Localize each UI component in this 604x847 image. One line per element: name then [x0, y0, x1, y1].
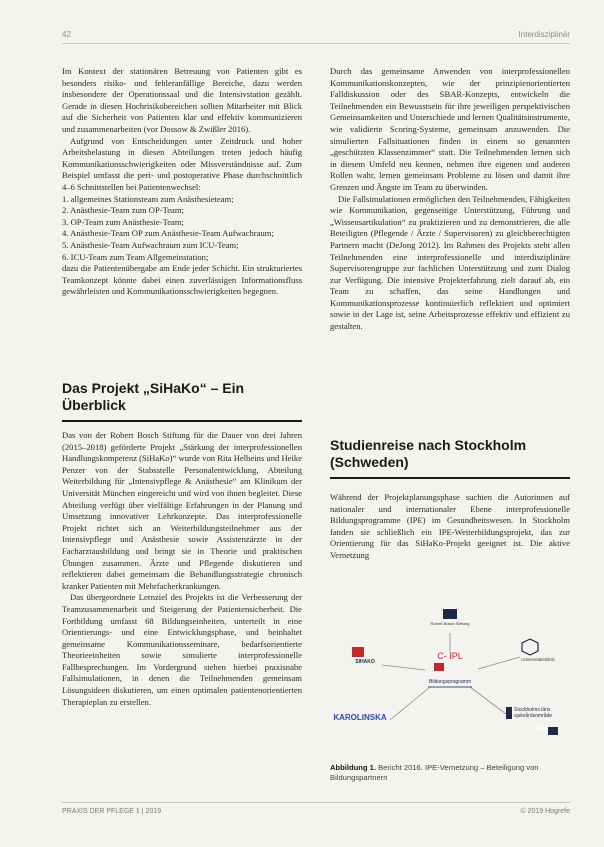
- paragraph: Das von der Robert Bosch Stiftung für die Dauer von drei Jahren (2015–2018) geförderte Projekt „Stärkung der interprofessionellen Handlungskompetenz (SiHaKo)“ wurde von Rita Helbeins und Heike Penzer von der Stabsstelle Personalentwicklung, Abteilung Weiterbildung für „Intensivpflege & Anästhesie“ am Klinikum der Universität München eingereicht und wird von ihnen begleitet. Diese Abteilung verfügt über vielfältige Erfahrungen in der Planung und Umsetzung innovativer Lehrkonzepte. Das interprofessionelle Projekt richtet sich an Weiterbildungsteilnehmer aus der Intensivpflege und Anästhesie sowie Assistenzärzte in der Facharztausbildung und bringt sie in Theorie und praktischen Übungen zusammen. Ärzte und Pflegende diskutieren und reflektieren dabei gemeinsam die Behandlungsstrategie chronisch kranker Patienten mit Mehrfacherkrankungen.: [62, 430, 302, 591]
- heading-rule: [62, 420, 302, 422]
- paragraph: Durch das gemeinsame Anwenden von interprofessionellen Kommunikationskonzepten, wie der prinzipienorientierten Falldiskussion oder des SBAR-Konzepts, entwickeln die Teilnehmenden ein Bewusstsein für ihre jeweiligen perspektivischen Gemeinsamkeiten und Unterschiede und lernen Qualitätsinstrumente, wie validierte Scoring-Systeme, gemeinsam anzuwenden. Die simulierten Fallsituationen finden in einem so genannten „geschützten Klassenzimmer“ statt. Die Teilnehmenden lernen sich in diesem Umfeld neu kennen, nehmen ihre eigenen und anderen Rollen wahr, lernen gemeinsam Probleme zu lösen und damit ihre Grenzen und Ängste im Team zu überwinden.: [330, 66, 570, 192]
- university-logo-icon: [522, 639, 538, 655]
- heading-text: Das Projekt „SiHaKo“ – Ein Überblick: [62, 380, 245, 413]
- section-heading-stockholm: [330, 437, 570, 479]
- node-karolinska-label: KAROLINSKA: [333, 713, 387, 722]
- corner-sos-logo-icon: [548, 727, 558, 735]
- heading-rule: [330, 477, 570, 479]
- running-header: Interdisziplinär: [518, 30, 570, 39]
- list-item: 3. OP-Team zum Anästhesie-Team;: [62, 216, 184, 227]
- paragraph: Im Kontext der stationären Betreuung von Patienten gibt es besonders risiko- und fehleranfällige Bereiche, dazu werden insbesondere der Operationssaal und die Intensivstation gezählt. Gerade in diesen Hochrisikobereichen sollten Mitarbeiter mit Blick auf die Sicherheit von Patienten klar und effektiv kommunizieren und zusammenarbeiten (vor Dossow & Zwißler 2016).: [62, 66, 302, 134]
- caption-text: Bericht 2016. IPE-Vernetzung – Beteiligung von Bildungspartnern: [330, 763, 539, 782]
- list-item: 2. Anästhesie-Team zum OP-Team;: [62, 205, 184, 216]
- node-top-label: Robert Bosch Stiftung: [430, 621, 470, 626]
- ipe-network-figure: [330, 595, 570, 745]
- interfaces-list: [62, 194, 302, 264]
- footer-copyright: © 2019 Hogrefe: [520, 808, 570, 815]
- network-diagram: [330, 595, 570, 745]
- left-column-intro: [62, 66, 302, 298]
- paragraph: Das übergeordnete Lernziel des Projekts ist die Verbesserung der Teamzusammenarbeit und Steigerung der Patientensicherheit. Die Fortbildung umfasst 68 Bildungseinheiten, unterteilt in eine Orientierungs- und eine Entwicklungsphase, und beinhaltet gemeinsame Kommunikationsseminare, bedarfsorientierte Theorieeinheiten sowie simulierte interprofessionelle Fallbesprechungen. Im Vordergrund stehen hierbei praxisnahe Fallsimulationen, in denen die Teilnehmenden gemeinsam Lösungsideen diskutieren, um einen optimalen patientenorientierten Therapieplan zu erstellen.: [62, 592, 302, 707]
- left-column-section1: [62, 430, 302, 708]
- stockholm-logo-icon: [506, 707, 512, 719]
- node-right-label: Universitätsklinik: [521, 657, 555, 662]
- heading-text: Studienreise nach Stockholm (Schweden): [330, 437, 527, 470]
- hub-title: C- IPL: [437, 651, 463, 661]
- footer-journal: PRAXIS DER PFLEGE 1 | 2019: [62, 808, 162, 815]
- section-heading-sihako: [62, 380, 302, 422]
- corner-logo-label: SOS: [536, 726, 548, 732]
- figure-caption: [330, 763, 570, 783]
- sihako-logo-icon: [352, 647, 364, 657]
- list-item: 4. Anästhesie-Team OP zum Anästhesie-Team Aufwachraum;: [62, 228, 274, 239]
- list-item: 5. Anästhesie-Team Aufwachraum zum ICU-Team;: [62, 239, 239, 250]
- footer-rule: [62, 802, 570, 803]
- node-stockholm-label: Stockholms läns sjukvårdsområde: [514, 707, 553, 719]
- connector-line: [390, 687, 430, 720]
- page-number: 42: [62, 30, 71, 39]
- right-column-section2: [330, 492, 570, 562]
- paragraph: dazu die Patientenübergabe am Ende jeder Schicht. Ein strukturiertes Teamkonzept könnte dabei einen zuverlässigen Informationsfluss gewährleisten und Kommunikationsschwierigkeiten begegnen.: [62, 263, 302, 297]
- list-item: 6. ICU-Team zum Team Allgemeinstation;: [62, 251, 209, 262]
- hub-subtitle: Bildungsprogramm: [429, 679, 471, 685]
- caption-label: Abbildung 1.: [330, 763, 376, 772]
- list-item: 1. allgemeines Stationsteam zum Anästhesieteam;: [62, 193, 234, 204]
- robert-bosch-logo-icon: [443, 609, 457, 619]
- right-column-intro: [330, 66, 570, 333]
- connector-line: [382, 665, 425, 670]
- header-rule: [62, 43, 570, 44]
- node-left-label: SIHAKO: [355, 659, 375, 665]
- paragraph: Aufgrund von Entscheidungen unter Zeitdruck und hoher Arbeitsbelastung in diesen Abteilungen treten jedoch häufig Kommunikationsschwierigkeiten oder Missverständnisse auf. Zum Beispiel umfasst die peri- und postoperative Phase durchschnittlich 4–6 Schnittstellen bei Patientenwechsel:: [62, 135, 302, 192]
- paragraph: Die Fallsimulationen ermöglichen den Teilnehmenden, Fähigkeiten wie Kommunikation, gegenseitige Unterstützung, Führung und „Wissensartikulation“ zu praktizieren und zu demonstrieren, die alle Beteiligten (Pflegende / Ärzte / Supervisoren) zu gleichberechtigten Partnern macht (DeJong 2012). Im Rahmen des Projekts steht allen Teilnehmenden eine interprofessionelle und interdisziplinäre Supervisorengruppe zur fachlichen Unterstützung und zum Dialog zur Verfügung. Die intensive Projekterfahrung zielt darauf ab, ein Team zu schaffen, das seine Handlungen und Kommunikationsprozesse kontinuierlich reflektiert und optimiert sowie in der Lage ist, seine Arbeitsprozesse effektiv und effizient zu gestalten.: [330, 193, 570, 332]
- paragraph: Während der Projektplanungsphase suchten die Autorinnen auf nationaler und internationaler Ebene interprofessionelle Bildungsprogramme (IPE) im Gesundheitswesen. In Stockholm fanden sie schließlich ein IPE-Weiterbildungsprojekt, das zur Orientierung für das SiHaKo-Projekt geeignet ist. Die aktive Vernetzung: [330, 492, 570, 560]
- connector-line: [470, 687, 510, 717]
